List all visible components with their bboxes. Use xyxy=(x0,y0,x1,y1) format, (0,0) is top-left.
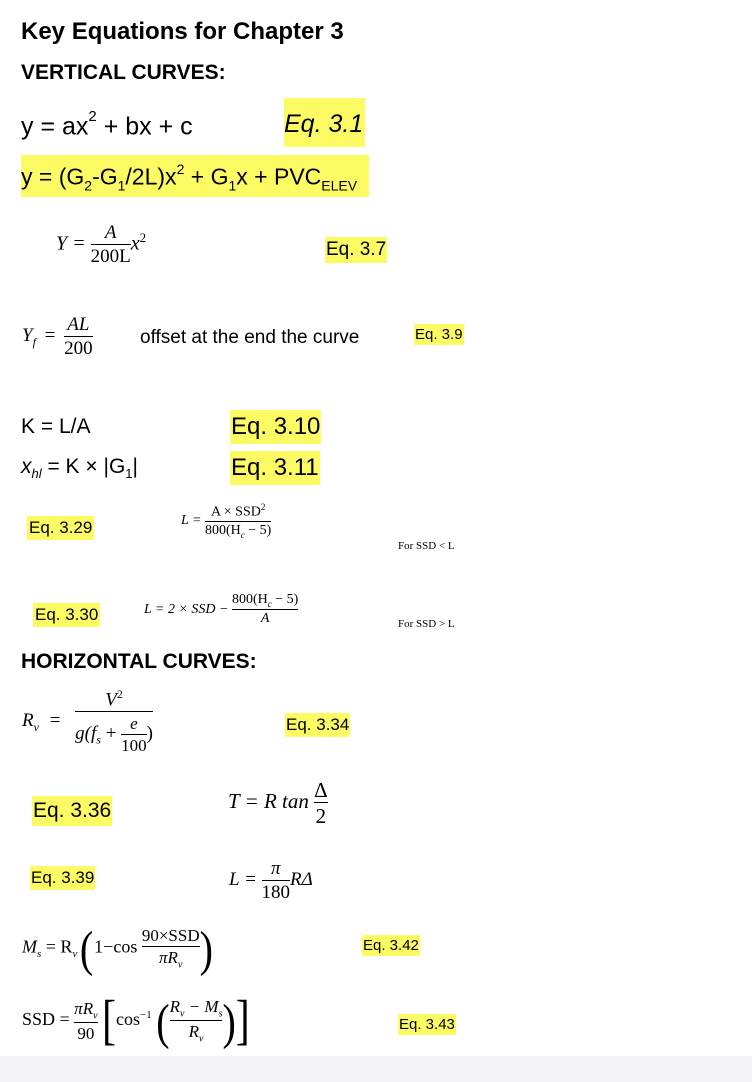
eq-3-11-label: Eq. 3.11 xyxy=(230,451,320,485)
eq-3-43-formula: SSD = $\frac{\pi R_v}{90}$ [$\cos^{-1}$ ( $\frac{R_v - M_s}{R_v}$ )] xyxy=(22,991,250,1051)
eq-3-34-label: Eq. 3.34 xyxy=(285,713,350,737)
eq-vertical-pvc-formula: $y = (G_2-G_1/2L)x^2 + G_1x + PVC_{ELEV}$ xyxy=(21,155,369,197)
eq-3-29-condition: For SSD < L xyxy=(398,540,455,552)
eq-3-34-formula: $R_v$ = $V^2$ $g(f_s$ + $\frac{e}{100}$ ) xyxy=(22,687,153,755)
eq-3-1-label: Eq. 3.1 xyxy=(284,98,365,147)
eq-3-42-label: Eq. 3.42 xyxy=(363,937,419,954)
eq-3-10-label: Eq. 3.10 xyxy=(230,410,321,444)
eq-3-30-label: Eq. 3.30 xyxy=(33,603,100,627)
eq-3-9-formula: $Y_f$ = $\frac{AL}{200}$ xyxy=(22,314,93,359)
eq-3-29-formula: L = $\frac{A \times SSD^2}{800(H_c - 5)}$ xyxy=(181,502,272,540)
eq-3-36-formula: T = R tan $\frac{\Delta}{2}$ xyxy=(228,778,328,829)
page-title: Key Equations for Chapter 3 xyxy=(21,18,344,45)
eq-3-9-label: Eq. 3.9 xyxy=(415,326,463,343)
eq-3-7-label: Eq. 3.7 xyxy=(325,237,387,263)
eq-3-30-formula: L = 2 × SSD − $\frac{800(H_c - 5)}{A}$ xyxy=(144,592,299,627)
eq-3-30-condition: For SSD > L xyxy=(398,618,455,630)
eq-3-42-formula: $M_s = R_v$ (1−cos $\frac{\text{90×SSD}}{\pi R_v}$ ) xyxy=(22,920,213,977)
eq-3-29-label: Eq. 3.29 xyxy=(27,516,94,540)
eq-3-36-label: Eq. 3.36 xyxy=(32,796,112,826)
eq-3-1-formula: $y = ax^2$ + bx + c xyxy=(21,108,193,141)
horizontal-curves-heading: HORIZONTAL CURVES: xyxy=(21,650,257,673)
eq-3-7-formula: Y = $\frac{A}{200L}$ $x^2$ xyxy=(56,222,147,267)
eq-3-43-label: Eq. 3.43 xyxy=(399,1016,455,1033)
vertical-curves-heading: VERTICAL CURVES: xyxy=(21,61,226,84)
eq-3-39-label: Eq. 3.39 xyxy=(30,866,95,890)
page-footer-band xyxy=(0,1056,752,1082)
eq-3-10-formula: K = L/A xyxy=(21,415,91,438)
eq-3-39-formula: L = $\frac{\pi}{180}$ RΔ xyxy=(229,858,313,903)
eq-3-9-description: offset at the end the curve xyxy=(140,327,360,348)
eq-3-11-formula: $x_{hl} = K \times |G_1|$ xyxy=(21,455,138,482)
